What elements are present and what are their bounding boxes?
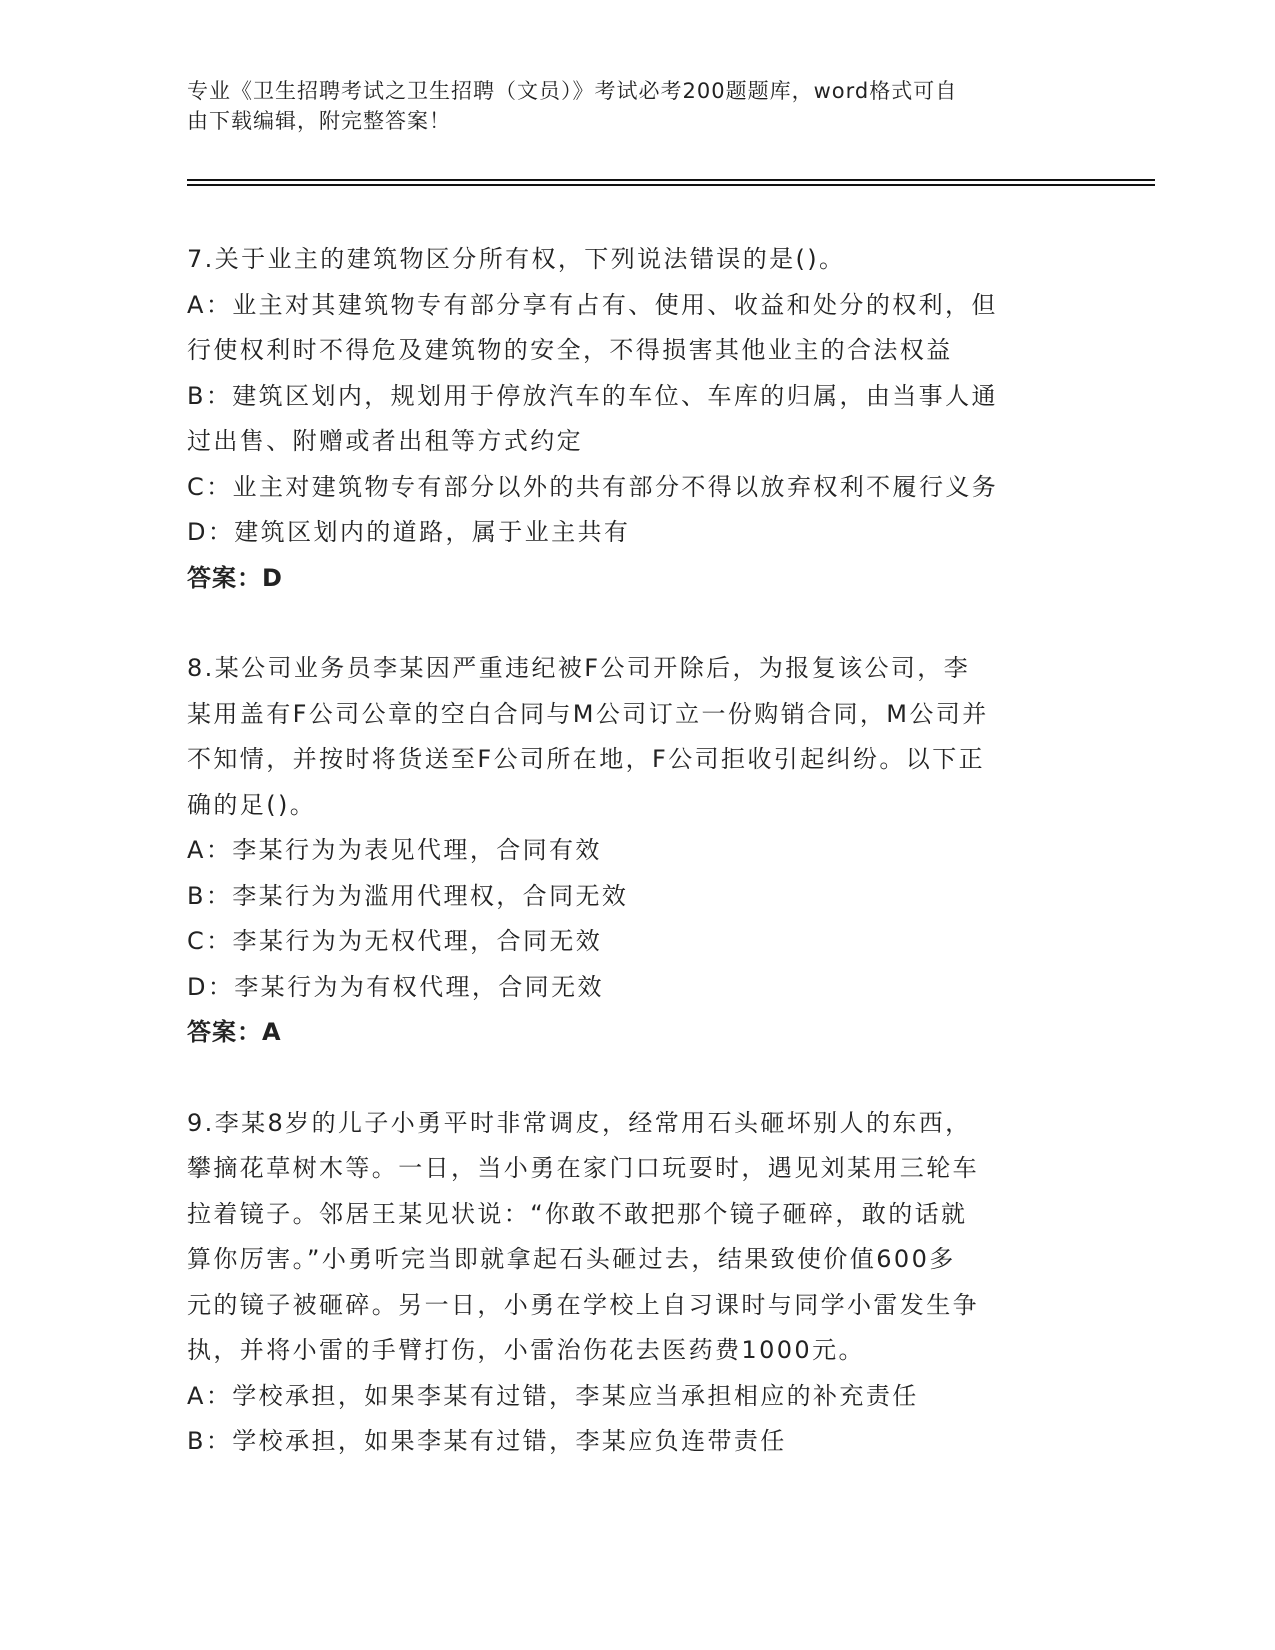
option-b: B：建筑区划内，规划用于停放汽车的车位、车库的归属，由当事人通 <box>187 381 998 410</box>
option-c: C：业主对建筑物专有部分以外的共有部分不得以放弃权利不履行义务 <box>187 472 999 501</box>
answer-label: 答案：A <box>187 1018 282 1046</box>
option-d: D：建筑区划内的道路，属于业主共有 <box>187 518 631 546</box>
question-stem: 某用盖有F公司公章的空白合同与M公司订立一份购销合同，M公司并 <box>187 699 989 728</box>
question-9 <box>187 1101 1087 1465</box>
option-b: B：学校承担，如果李某有过错，李某应负连带责任 <box>187 1427 787 1455</box>
option-a: A：李某行为为表见代理，合同有效 <box>187 836 602 864</box>
question-list <box>187 237 1087 1510</box>
answer-label: 答案：D <box>187 563 283 592</box>
document-header <box>187 76 1067 136</box>
header-line: 由下载编辑，附完整答案！ <box>187 109 451 133</box>
option-b: B：李某行为为滥用代理权，合同无效 <box>187 881 629 910</box>
question-stem: 执，并将小雷的手臂打伤，小雷治伤花去医药费1000元。 <box>187 1336 865 1364</box>
header-line: 专业《卫生招聘考试之卫生招聘（文员）》考试必考200题题库，word格式可自 <box>187 79 958 103</box>
option-d: D：李某行为为有权代理，合同无效 <box>187 972 604 1001</box>
header-divider <box>187 184 1155 186</box>
question-stem: 7.关于业主的建筑物区分所有权，下列说法错误的是()。 <box>187 245 846 273</box>
option-a: A：业主对其建筑物专有部分享有占有、使用、收益和处分的权利，但 <box>187 290 998 319</box>
question-stem: 拉着镜子。邻居王某见状说：“你敢不敢把那个镜子砸碎，敢的话就 <box>187 1199 968 1228</box>
question-8 <box>187 646 1087 1056</box>
option-b-continued: 过出售、附赠或者出租等方式约定 <box>187 427 583 455</box>
question-stem: 算你厉害。”小勇听完当即就拿起石头砸过去，结果致使价值600多 <box>187 1245 956 1273</box>
header-divider <box>187 179 1155 181</box>
option-a-continued: 行使权利时不得危及建筑物的安全，不得损害其他业主的合法权益 <box>187 336 953 364</box>
question-stem: 9.李某8岁的儿子小勇平时非常调皮，经常用石头砸坏别人的东西， <box>187 1108 972 1137</box>
question-stem: 元的镜子被砸碎。另一日，小勇在学校上自习课时与同学小雷发生争 <box>187 1290 979 1319</box>
question-stem: 攀摘花草树木等。一日，当小勇在家门口玩耍时，遇见刘某用三轮车 <box>187 1154 979 1182</box>
question-7 <box>187 237 1087 601</box>
question-stem: 8.某公司业务员李某因严重违纪被F公司开除后，为报复该公司，李 <box>187 654 971 682</box>
option-c: C：李某行为为无权代理，合同无效 <box>187 927 603 955</box>
option-a: A：学校承担，如果李某有过错，李某应当承担相应的补充责任 <box>187 1381 919 1410</box>
question-stem: 不知情，并按时将货送至F公司所在地，F公司拒收引起纠纷。以下正 <box>187 745 986 773</box>
question-stem: 确的足()。 <box>187 790 317 819</box>
